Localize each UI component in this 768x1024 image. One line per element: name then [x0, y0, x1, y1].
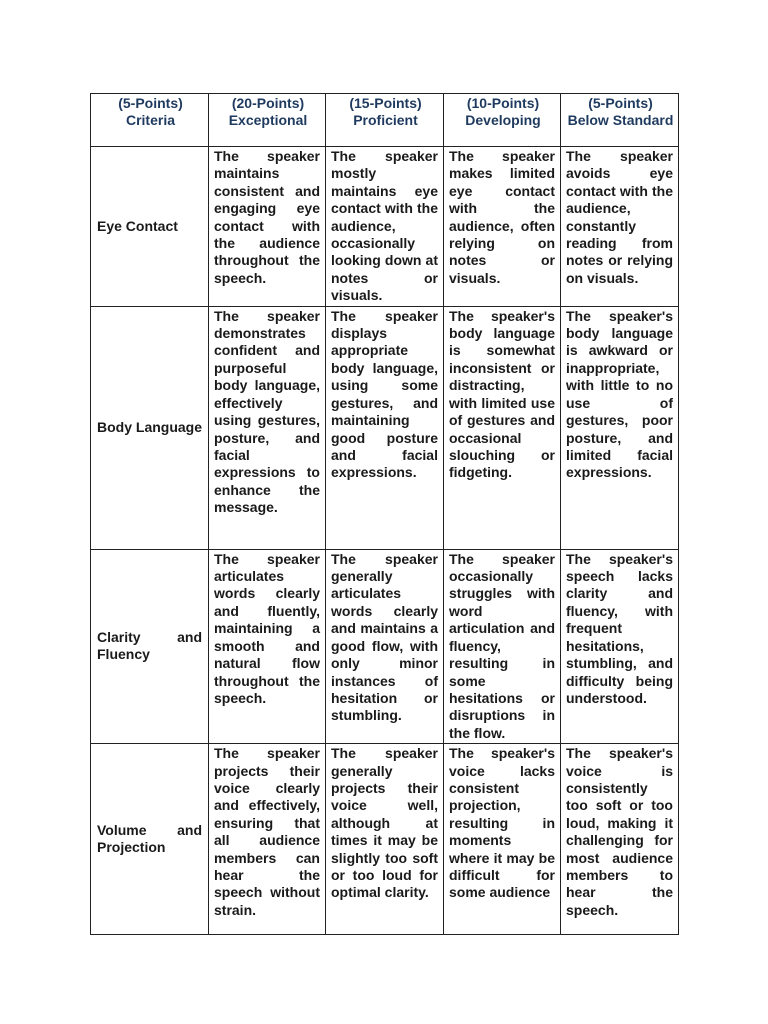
cell-exceptional: The speaker maintains consistent and engaging eye contact with the audience throughout the speech. — [209, 147, 326, 307]
cell-exceptional: The speaker articulates words clearly and fluently, maintaining a smooth and natural flow throughout the speech. — [209, 549, 326, 743]
cell-below-standard: The speaker's speech lacks clarity and fluency, with frequent hesitations, stumbling, and difficulty being understood. — [561, 549, 679, 743]
header-exceptional — [209, 94, 326, 147]
header-points: (5-Points) — [118, 95, 183, 111]
cell-exceptional: The speaker demonstrates confident and purposeful body language, effectively using gestures, posture, and facial expressions to enhance the message. — [209, 306, 326, 549]
header-points: (5-Points) — [588, 95, 653, 111]
row-eye-contact — [91, 147, 679, 307]
header-points: (15-Points) — [349, 95, 422, 111]
header-label: Developing — [465, 112, 541, 129]
row-body-language — [91, 306, 679, 549]
header-points: (20-Points) — [231, 95, 305, 111]
rubric-table — [90, 93, 679, 935]
criterion-cell: Volume and Projection — [91, 744, 209, 935]
criterion-cell: Eye Contact — [91, 147, 209, 307]
cell-proficient: The speaker generally projects their voice well, although at times it may be slightly too soft or too loud for optimal clarity. — [326, 744, 444, 935]
header-label: Below Standard — [567, 112, 674, 129]
cell-developing: The speaker's body language is somewhat inconsistent or distracting, with limited use of gestures and occasional slouching or fidgeting. — [444, 306, 561, 549]
cell-below-standard: The speaker avoids eye contact with the audience, constantly reading from notes or relying on visuals. — [561, 147, 679, 307]
header-points: (10-Points) — [466, 95, 540, 111]
header-row — [91, 94, 679, 147]
header-label: Exceptional — [228, 112, 308, 129]
header-below-standard — [561, 94, 679, 147]
row-volume-projection — [91, 744, 679, 935]
cell-developing: The speaker occasionally struggles with word articulation and fluency, resulting in some hesitations or disruptions in the flow. — [444, 549, 561, 743]
cell-developing: The speaker's voice lacks consistent projection, resulting in moments where it may be difficult for some audience — [444, 744, 561, 935]
cell-developing: The speaker makes limited eye contact with the audience, often relying on notes or visuals. — [444, 147, 561, 307]
rubric-body — [91, 147, 679, 935]
row-clarity-fluency — [91, 549, 679, 743]
header-proficient — [326, 94, 444, 147]
header-label: Proficient — [353, 112, 418, 129]
cell-proficient: The speaker generally articulates words clearly and maintains a good flow, with only minor instances of hesitation or stumbling. — [326, 549, 444, 743]
cell-proficient: The speaker mostly maintains eye contact with the audience, occasionally looking down at notes or visuals. — [326, 147, 444, 307]
criterion-cell: Body Language — [91, 306, 209, 549]
header-criteria — [91, 94, 209, 147]
cell-proficient: The speaker displays appropriate body language, using some gestures, and maintaining good posture and facial expressions. — [326, 306, 444, 549]
cell-below-standard: The speaker's voice is consistently too soft or too loud, making it challenging for most audience members to hear the speech. — [561, 744, 679, 935]
header-developing — [444, 94, 561, 147]
cell-exceptional: The speaker projects their voice clearly and effectively, ensuring that all audience members can hear the speech without strain. — [209, 744, 326, 935]
header-label: Criteria — [125, 112, 176, 129]
rubric-header — [91, 94, 679, 147]
cell-below-standard: The speaker's body language is awkward or inappropriate, with little to no use of gestures, poor posture, and limited facial expressions. — [561, 306, 679, 549]
criterion-cell: Clarity and Fluency — [91, 549, 209, 743]
